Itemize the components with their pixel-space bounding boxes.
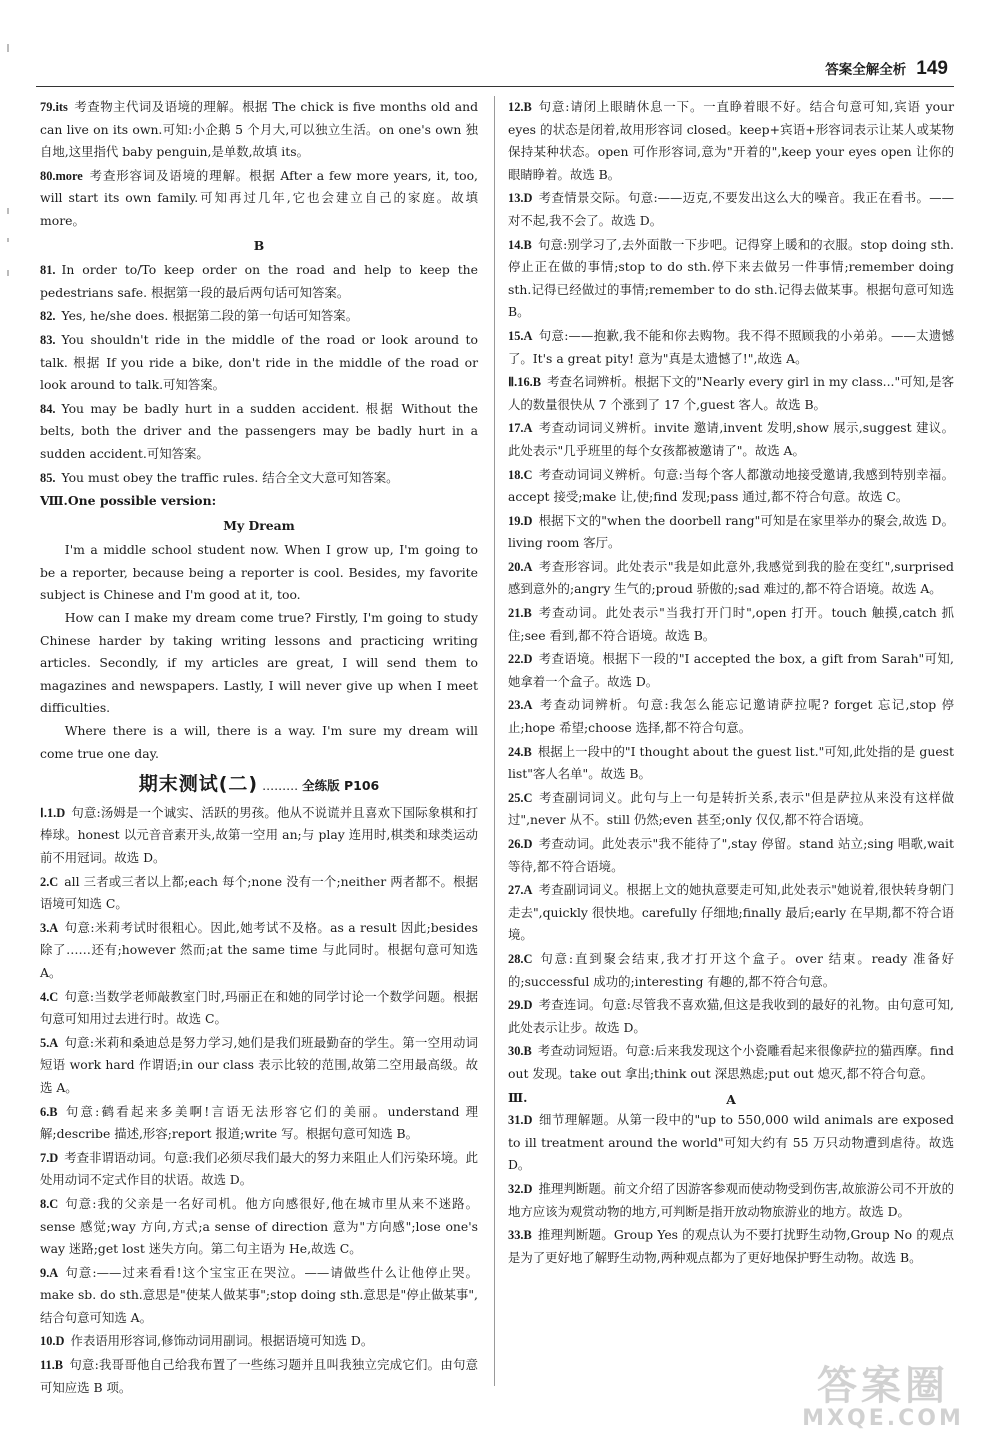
answer-list-part-a (40, 96, 478, 233)
answer-explanation: 考查连词。句意:尽管我不喜欢猫,但这是我收到的最好的礼物。由句意可知,此处表示让步。故选 D。 (508, 997, 954, 1035)
answer-explanation: 考查物主代词及语境的理解。根据 The chick is five months old and can live on its own.可知:小企鹅 5 个月大,可以独立生活。on one's own 独自地,这里指代 baby penguin,是单数,故填 its。 (40, 99, 478, 160)
answer-explanation: 考查形容词及语境的理解。根据 After a few more years, it, too, will start its own family.可知再过几年,它也会建立自己的家庭。故填 more。 (40, 167, 478, 228)
answer-explanation: 考查动词。此处表示"我不能待了",stay 停留。stand 站立;sing 唱歌,wait 等待,都不符合语境。 (508, 836, 954, 874)
essay-paragraph: I'm a middle school student now. When I grow up, I'm going to be a reporter, because being a reporter is cool. Besides, my favorite subject is Chinese and I'm good at it, too. (40, 542, 478, 603)
watermark-url: MXQE.COM (802, 1406, 964, 1431)
answer-number: 25.C (508, 790, 533, 805)
answer-item (508, 556, 954, 601)
answer-item (508, 741, 954, 786)
exam-title-reference: 全练版 P106 (302, 778, 380, 794)
answer-item (508, 510, 954, 555)
answer-item (508, 417, 954, 462)
answer-item (40, 398, 478, 466)
header-title: 答案全解全析 (825, 62, 907, 78)
answer-explanation: 根据上一段中的"I thought about the guest list."可知,此处指的是 guest list"客人名单"。故选 B。 (508, 743, 954, 782)
answer-explanation: 作表语用形容词,修饰动词用副词。根据语境可知选 D。 (70, 1333, 374, 1349)
answer-item (508, 694, 954, 739)
answer-number: 21.B (508, 606, 532, 621)
answer-item (508, 602, 954, 647)
answer-explanation: 考查形容词。此处表示"我是如此意外,我感觉到我的脸在变红",surprised 感到意外的;angry 生气的;proud 骄傲的;sad 难过的,都不符合语境。故选 A。 (508, 558, 954, 597)
answer-explanation: all 三者或三者以上都;each 每个;none 没有一个;neither 两者都不。根据语境可知选 C。 (40, 873, 478, 912)
answer-explanation: 句意:米莉考试时很粗心。因此,她考试不及格。as a result 因此;besides 除了……还有;however 然而;at the same time 与此同时。根据句意可知选 A。 (40, 919, 478, 980)
answer-number: 82. (40, 309, 56, 324)
answer-number: 7.D (40, 1150, 59, 1165)
answer-explanation: 句意:请闭上眼睛休息一下。一直睁着眼不好。结合句意可知,宾语 your eyes 的状态是闭着,故用形容词 closed。keep+宾语+形容词表示让某人或某物保持某种状态。open 可作形容词,意为"开着的",keep your eyes open 让你的眼睛睁着。故选 B。 (508, 99, 954, 182)
answer-number: 84. (40, 401, 56, 416)
answer-number: 32.D (508, 1181, 533, 1196)
answer-number: Ⅱ.16.B (508, 375, 542, 390)
answer-number: 24.B (508, 744, 532, 759)
answer-number: 31.D (508, 1113, 533, 1128)
answer-explanation: 推理判断题。Group Yes 的观点认为不要打扰野生动物,Group No 的观点是为了更好地了解野生动物,两种观点都为了更好地保护野生动物。故选 B。 (508, 1227, 954, 1265)
answer-explanation: You shouldn't ride in the middle of the road or look around to talk. 根据 If you ride a bike, don't ride in the middle of the road or look around to talk.可知答案。 (40, 331, 478, 393)
answer-item (40, 802, 478, 870)
section-b-heading: B (253, 237, 265, 253)
answer-number: 29.D (508, 998, 533, 1013)
answer-list-part-b (40, 259, 478, 489)
answer-number: 15.A (508, 328, 533, 343)
answer-number: 26.D (508, 837, 533, 851)
answer-item (508, 787, 954, 832)
answer-explanation: 句意:别学习了,去外面散一下步吧。记得穿上暖和的衣服。stop doing sth.停止正在做的事情;stop to do sth.停下来去做另一件事情;remember doing sth.记得已经做过的事情;remember to do sth.记得去做某事。根据句意可知选 B。 (508, 236, 954, 320)
answer-number: 30.B (508, 1044, 532, 1059)
answer-explanation: 考查副词词义。此句与上一句是转折关系,表示"但是萨拉从来没有这样做过",never 从不。still 仍然;even 甚至;only 仅仅,都不符合语境。 (508, 789, 954, 828)
answer-explanation: In order to/To keep order on the road and help to keep the pedestrians safe. 根据第一段的最后两句话可知答案。 (40, 262, 478, 300)
answer-number: 28.C (508, 951, 533, 966)
answer-explanation: 考查动词词义辨析。句意:当每个客人都激动地接受邀请,我感到特别幸福。accept 接受;make 让,使;find 发现;pass 通过,都不符合句意。故选 C。 (508, 466, 954, 505)
answer-number: 4.C (40, 989, 59, 1004)
answer-item (40, 1330, 478, 1353)
answer-number: 27.A (508, 883, 533, 898)
answer-number: 79.its (40, 100, 68, 114)
answer-number: 19.D (508, 513, 533, 528)
answer-item (508, 234, 954, 324)
exam-title-main: 期末测试(二) (138, 773, 259, 796)
answer-number: 3.A (40, 920, 59, 935)
answer-explanation: 考查动词辨析。句意:我怎么能忘记邀请萨拉呢? forget 忘记,stop 停止;hope 希望;choose 选择,都不符合句意。 (508, 697, 954, 736)
page-header (825, 58, 948, 82)
answer-number: 22.D (508, 652, 533, 667)
answer-number: Ⅰ.1.D (40, 805, 66, 820)
answer-explanation: 考查非谓语动词。句意:我们必须尽我们最大的努力来阻止人们污染环境。此处用动词不定式作目的状语。故选 D。 (40, 1149, 478, 1188)
answer-explanation: 句意:当数学老师敲教室门时,玛丽正在和她的同学讨论一个数学问题。根据句意可知用过去进行时。故选 C。 (40, 988, 478, 1027)
answer-item (40, 986, 478, 1031)
essay-paragraph: Where there is a will, there is a way. I'm sure my dream will come true one day. (40, 723, 478, 761)
answer-explanation: You must obey the traffic rules. 结合全文大意可知答案。 (61, 469, 399, 485)
answer-number: 83. (40, 332, 56, 347)
watermark-logo (788, 1365, 978, 1435)
answer-number: 80.more (40, 168, 83, 183)
answer-number: 18.C (508, 467, 533, 482)
answer-explanation: 句意:直到聚会结束,我才打开这个盒子。over 结束。ready 准备好的;successful 成功的;interesting 有趣的,都不符合句意。 (508, 950, 954, 989)
page-number: 149 (916, 58, 948, 79)
answer-explanation: 句意:——抱歉,我不能和你去购物。我不得不照顾我的小弟弟。——太遗憾了。It's a great pity! 意为"真是太遗憾了!",故选 A。 (508, 327, 954, 366)
answer-item (508, 1224, 954, 1269)
right-column (508, 96, 954, 1270)
answer-explanation: 考查语境。根据下一段的"I accepted the box, a gift from Sarah"可知,她拿着一个盒子。故选 D。 (508, 651, 954, 689)
essay-title: My Dream (223, 517, 295, 533)
answer-item (40, 1147, 478, 1192)
answer-explanation: 考查名词辨析。根据下文的"Nearly every girl in my class..."可知,是客人的数量很快从 7 个涨到了 17 个,guest 客人。故选 B。 (508, 374, 954, 412)
answer-item (508, 96, 954, 186)
answer-number: 2.C (40, 874, 59, 889)
answer-number: 11.B (40, 1358, 64, 1373)
answer-explanation: 句意:——过来看看!这个宝宝正在哭泣。——请做些什么让他停止哭。make sb. do sth.意思是"使某人做某事";stop doing sth.意思是"停止做某事",结合句意可知选 A。 (40, 1264, 478, 1325)
answer-item (508, 879, 954, 947)
answer-explanation: 考查动词词义辨析。invite 邀请,invent 发明,show 展示,suggest 建议。此处表示"几乎班里的每个女孩都被邀请了"。故选 A。 (508, 420, 954, 458)
answer-number: 85. (40, 470, 56, 485)
answer-number: 13.D (508, 191, 533, 206)
answer-number: 20.A (508, 559, 533, 574)
answer-item (40, 871, 478, 916)
answer-item (508, 948, 954, 993)
column-divider (494, 96, 495, 1386)
section-iii-row (508, 1087, 954, 1110)
answer-explanation: 句意:我的父亲是一名好司机。他方向感很好,他在城市里从来不迷路。sense 感觉;way 方向,方式;a sense of direction 意为"方向感";lose one's way 迷路;get lost 迷失方向。第二句主语为 He,故选 C。 (40, 1195, 478, 1257)
answer-item (40, 329, 478, 397)
answer-number: 23.A (508, 698, 533, 713)
answer-list-continued (508, 96, 954, 1086)
answer-explanation: 句意:汤姆是一个诚实、活跃的男孩。他从不说谎并且喜欢下国际象棋和打棒球。honest 以元音音素开头,故第一空用 an;与 play 连用时,棋类和球类运动前不用冠词。故选 D。 (40, 804, 478, 865)
answer-explanation: 考查动词短语。句意:后来我发现这个小瓷雕看起来很像萨拉的猫西摩。find out 发现。take out 拿出;think out 深思熟虑;put out 熄灭,都不符合句意。 (508, 1043, 954, 1081)
answer-list-exam (40, 802, 478, 1399)
answer-item (40, 467, 478, 490)
answer-item (40, 96, 478, 164)
answer-explanation: 考查动词。此处表示"当我打开门时",open 打开。touch 触摸,catch 抓住;see 看到,都不符合语境。故选 B。 (508, 605, 954, 643)
answer-number: 17.A (508, 421, 533, 436)
answer-number: 14.B (508, 237, 532, 252)
answer-item (40, 1032, 478, 1100)
answer-item (508, 648, 954, 693)
section-a-heading: A (726, 1091, 736, 1107)
margin-marks (4, 40, 12, 300)
answer-number: 81. (40, 263, 56, 278)
answer-number: 6.B (40, 1104, 58, 1119)
answer-number: 12.B (508, 100, 532, 114)
answer-item (40, 259, 478, 304)
answer-number: 9.A (40, 1265, 59, 1280)
essay-paragraph: How can I make my dream come true? Firstly, I'm going to study Chinese harder by taking writing lessons and practicing writing articles. Secondly, if my articles are great, I will send them to magazines and newspapers. Lastly, I will never give up when I meet difficulties. (40, 610, 478, 716)
answer-item (508, 1040, 954, 1085)
section-iii-label: Ⅲ. (508, 1089, 528, 1105)
answer-explanation: 细节理解题。从第一段中的"up to 550,000 wild animals are exposed to ill treatment around the world"可知大约有 55 万只动物遭到虐待。故选 D。 (508, 1112, 954, 1173)
answer-number: 10.D (40, 1334, 65, 1349)
exam-title-dots: ……… (262, 779, 299, 794)
answer-explanation: 考查副词词义。根据上文的她执意要走可知,此处表示"她说着,很快转身朝门走去",quickly 很快地。carefully 仔细地;finally 最后;early 在早期,都不符合语境。 (508, 882, 954, 943)
header-rule (36, 86, 954, 87)
answer-item (40, 165, 478, 233)
answer-item (508, 187, 954, 232)
answer-explanation: You may be badly hurt in a sudden accident. 根据 Without the belts, both the driver and the passengers may be badly hurt in a sudden accident.可知答案。 (40, 400, 478, 461)
answer-item (508, 994, 954, 1039)
answer-number: 8.C (40, 1196, 59, 1211)
answer-number: 33.B (508, 1228, 532, 1243)
answer-explanation: 句意:鹤看起来多美啊!言语无法形容它们的美丽。understand 理解;describe 描述,形容;report 报道;write 写。根据句意可知选 B。 (40, 1103, 478, 1142)
section-viii-label: Ⅷ.One possible version: (40, 493, 217, 509)
answer-item (40, 1101, 478, 1146)
watermark-text: 答案圈 (817, 1363, 949, 1409)
answer-explanation: 句意:米莉和桑迪总是努力学习,她们是我们班最勤奋的学生。第一空用动词短语 work hard 作谓语;in our class 表示比较的范围,故第二空用最高级。故选 A。 (40, 1034, 478, 1095)
answer-item (508, 1109, 954, 1177)
answer-item (508, 325, 954, 370)
answer-number: 5.A (40, 1035, 59, 1050)
answer-explanation: 考查情景交际。句意:——迈克,不要发出这么大的噪音。我正在看书。——对不起,我不会了。故选 D。 (508, 190, 954, 228)
left-column (40, 96, 478, 1400)
answer-item (40, 1193, 478, 1261)
answer-item (508, 1178, 954, 1223)
answer-item (40, 1354, 478, 1399)
answer-item (508, 833, 954, 878)
answer-item (508, 464, 954, 509)
answer-item (40, 917, 478, 985)
exam-title (40, 773, 478, 798)
answer-explanation: 根据下文的"when the doorbell rang"可知是在家里举办的聚会,故选 D。living room 客厅。 (508, 512, 954, 551)
answer-item (40, 1262, 478, 1330)
answer-item (40, 305, 478, 328)
answer-list-reading (508, 1109, 954, 1269)
answer-item (508, 371, 954, 416)
answer-explanation: 句意:我哥哥他自己给我布置了一些练习题并且叫我独立完成它们。由句意可知应选 B 项。 (40, 1357, 478, 1395)
answer-explanation: Yes, he/she does. 根据第二段的第一句话可知答案。 (61, 308, 359, 324)
answer-explanation: 推理判断题。前文介绍了因游客参观而使动物受到伤害,故旅游公司不开放的地方应该为观赏动物的地方,可判断是指开放动物旅游业的地方。故选 D。 (508, 1180, 954, 1219)
